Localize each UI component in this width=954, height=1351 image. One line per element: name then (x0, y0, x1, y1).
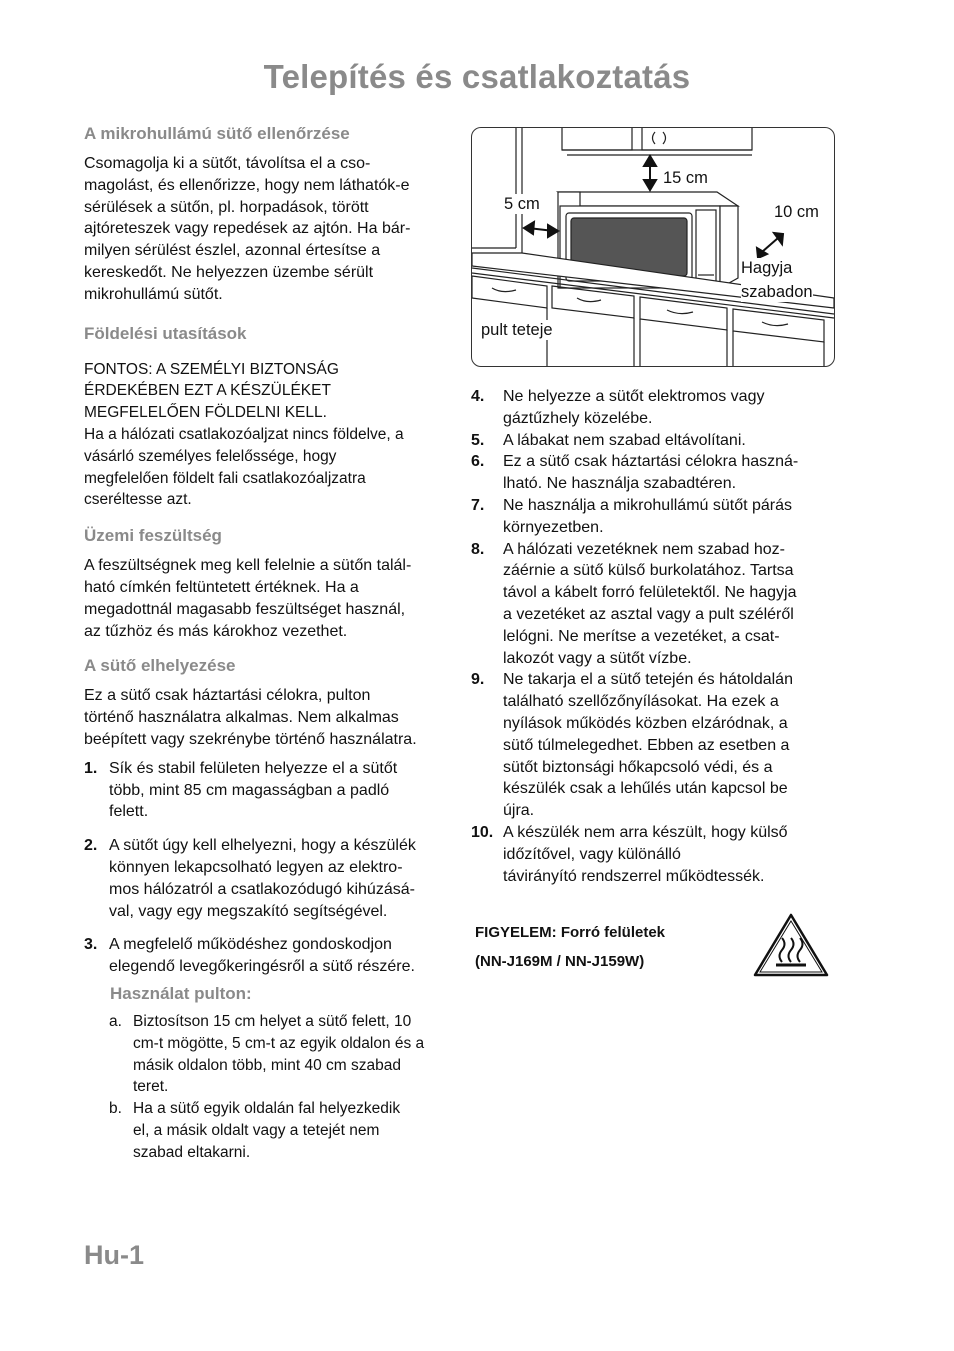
warning-title: FIGYELEM: Forró felületek (475, 924, 666, 941)
text-line: környezetben. (503, 518, 604, 536)
text-line: lelógni. Ne merítse a vezetéket, a csat- (503, 627, 780, 645)
free-space-label-2: szabadon (741, 283, 813, 301)
clearance-side-label: 5 cm (504, 195, 540, 213)
text-line: történő használatra alkalmas. Nem alkalmas (84, 709, 399, 727)
text-line: távol a kábelt forró felületektől. Ne hagyja (503, 584, 797, 602)
text-line: nyílások működés közben elzáródnak, a (503, 714, 788, 732)
text-line: szabad eltakarni. (133, 1143, 251, 1161)
list-item (84, 758, 450, 823)
sub-heading-counter-use: Használat pulton: (110, 983, 252, 1003)
text-line: elegendő levegőkeringésről a sütő részére. (109, 958, 415, 976)
list-item (471, 539, 835, 670)
list-item (471, 430, 835, 452)
section-heading-inspection: A mikrohullámú sütő ellenőrzése (84, 124, 350, 143)
safety-list (471, 386, 835, 887)
text-line: megfelelően földelt fali csatlakozóaljzatra (84, 469, 366, 487)
text-line: időzítővel, vagy különálló (503, 845, 681, 863)
text-line: Ha a sütő egyik oldalán fal helyezkedik (133, 1100, 401, 1118)
text-line: A hálózati vezetéknek nem szabad hoz- (503, 540, 785, 558)
placement-list (84, 758, 450, 978)
placement-text (84, 685, 450, 750)
text-line: lható. Ne használja szabadtéren. (503, 475, 737, 493)
text-line: cm-t mögötte, 5 cm-t az egyik oldalon és a (133, 1034, 425, 1052)
text-line: sütő túlmelegedhet. Ebben az esetben a (503, 736, 790, 754)
hot-surface-warning (475, 918, 735, 976)
left-column (84, 124, 450, 1163)
text-line: Ne használja a mikrohullámú sütőt párás (503, 496, 793, 514)
text-line: található szellőzőnyílásokat. Ha ezek a (503, 693, 779, 711)
text-line: kereskedőt. Ne helyezzen üzembe sérült (84, 263, 374, 281)
text-line: ható címkén feltüntetett értéknek. Ha a (84, 578, 359, 596)
text-line: A feszültségnek meg kell felelnie a sütőn talál- (84, 557, 412, 575)
list-item (471, 386, 835, 430)
text-line: A lábakat nem szabad eltávolítani. (503, 431, 746, 449)
list-item (471, 451, 835, 495)
text-line: Biztosítson 15 cm helyet a sütő felett, 10 (133, 1012, 412, 1030)
text-line: magolást, és ellenőrizze, hogy nem láthatók-e (84, 176, 410, 194)
warning-models: (NN-J169M / NN-J159W) (475, 953, 645, 970)
text-line: Ha a hálózati csatlakozóaljzat nincs földelve, a (84, 425, 404, 443)
text-line: ÉRDEKÉBEN EZT A KÉSZÜLÉKET (84, 382, 331, 400)
grounding-text (84, 359, 450, 512)
clearance-top-label: 15 cm (663, 169, 708, 187)
list-item (471, 669, 835, 822)
text-line: több, mint 85 cm magasságban a padló (109, 781, 390, 799)
text-line: Ez a sütő csak háztartási célokra, pulton (84, 687, 371, 705)
list-item (471, 495, 835, 539)
text-line: lakozót vagy a sütőt vízbe. (503, 649, 692, 667)
list-item (109, 1011, 450, 1098)
list-number: 1. (84, 759, 98, 777)
text-line: el, a másik oldalt vagy a tetejét nem (133, 1121, 380, 1139)
text-line: vásárló személyes felelőssége, hogy (84, 447, 337, 465)
text-line: Csomagolja ki a sütőt, távolítsa el a cso- (84, 155, 371, 172)
section-heading-voltage: Üzemi feszültség (84, 526, 222, 546)
list-item (84, 934, 450, 978)
text-line: megadottnál magasabb feszültséget használ, (84, 600, 406, 618)
list-number: 8. (471, 540, 485, 558)
text-line: távirányító rendszerrel működtessék. (503, 867, 765, 885)
text-line: sütőt biztonsági hőkapcsoló védi, és a (503, 758, 773, 776)
text-line: könnyen lekapcsolható legyen az elektro- (109, 858, 403, 876)
text-line: beépített vagy szekrénybe történő használatra. (84, 730, 417, 748)
text-line: val, vagy egy megszakító segítségével. (109, 902, 388, 920)
section-heading-placement: A sütő elhelyezése (84, 656, 236, 676)
hot-surface-icon (752, 912, 830, 983)
counter-use-list (84, 1011, 450, 1164)
text-line: újra. (503, 802, 535, 820)
text-line: záérnie a sütő külső burkolatához. Tartsa (503, 562, 794, 580)
list-number: 10. (471, 823, 494, 841)
text-line: teret. (133, 1078, 169, 1096)
text-line: Ne helyezze a sütőt elektromos vagy (503, 388, 765, 405)
list-number: 7. (471, 496, 485, 514)
list-item (84, 835, 450, 922)
text-line: mos hálózatról a csatlakozódugó kihúzásá- (109, 880, 415, 898)
list-number: 5. (471, 431, 485, 449)
counter-top-label: pult teteje (481, 321, 553, 339)
text-line: Ne takarja el a sütő tetején és hátoldalán (503, 671, 793, 689)
clearance-back-label: 10 cm (774, 203, 819, 221)
list-letter: b. (109, 1100, 122, 1118)
text-line: MEGFELELŐEN FÖLDELNI KELL. (84, 404, 327, 422)
list-number: 3. (84, 936, 98, 954)
list-item (109, 1098, 450, 1163)
text-line: gáztűzhely közelébe. (503, 409, 653, 427)
list-letter: a. (109, 1012, 122, 1030)
text-line: az tűzhöz és más károkhoz vezethet. (84, 622, 348, 640)
text-line: Sík és stabil felületen helyezze el a sütőt (109, 759, 398, 777)
text-line: milyen sérülést észlel, azonnal értesítse a (84, 242, 381, 260)
text-line: a vezetéket az asztal vagy a pult széléről (503, 605, 794, 623)
voltage-text (84, 555, 450, 642)
page-number: Hu-1 (84, 1240, 144, 1270)
inspection-text (84, 153, 450, 306)
text-line: Ez a sütő csak háztartási célokra haszná- (503, 453, 799, 471)
list-number: 6. (471, 453, 485, 471)
right-column (471, 386, 835, 887)
text-line: FONTOS: A SZEMÉLYI BIZTONSÁG (84, 360, 339, 378)
text-line: készülék csak a lehűlés után kapcsol be (503, 780, 788, 798)
text-line: felett. (109, 803, 149, 821)
text-line: A sütőt úgy kell elhelyezni, hogy a készülék (109, 837, 416, 855)
list-number: 9. (471, 671, 485, 689)
text-line: A megfelelő működéshez gondoskodjon (109, 936, 392, 954)
text-line: ajtóreteszek vagy repedések az ajtón. Ha bár- (84, 220, 411, 238)
list-number: 2. (84, 837, 98, 855)
list-number: 4. (471, 388, 485, 405)
text-line: másik oldalon több, mint 40 cm szabad (133, 1056, 401, 1074)
list-item (471, 822, 835, 887)
text-line: mikrohullámú sütőt. (84, 285, 223, 303)
text-line: A készülék nem arra készült, hogy külső (503, 823, 788, 841)
installation-diagram (471, 127, 835, 367)
page-title: Telepítés és csatlakoztatás (263, 58, 691, 95)
text-line: cseréltesse azt. (84, 491, 192, 509)
section-heading-grounding: Földelési utasítások (84, 323, 247, 343)
free-space-label-1: Hagyja (741, 259, 793, 277)
text-line: sérülések a sütőn, pl. horpadások, törött (84, 198, 369, 216)
